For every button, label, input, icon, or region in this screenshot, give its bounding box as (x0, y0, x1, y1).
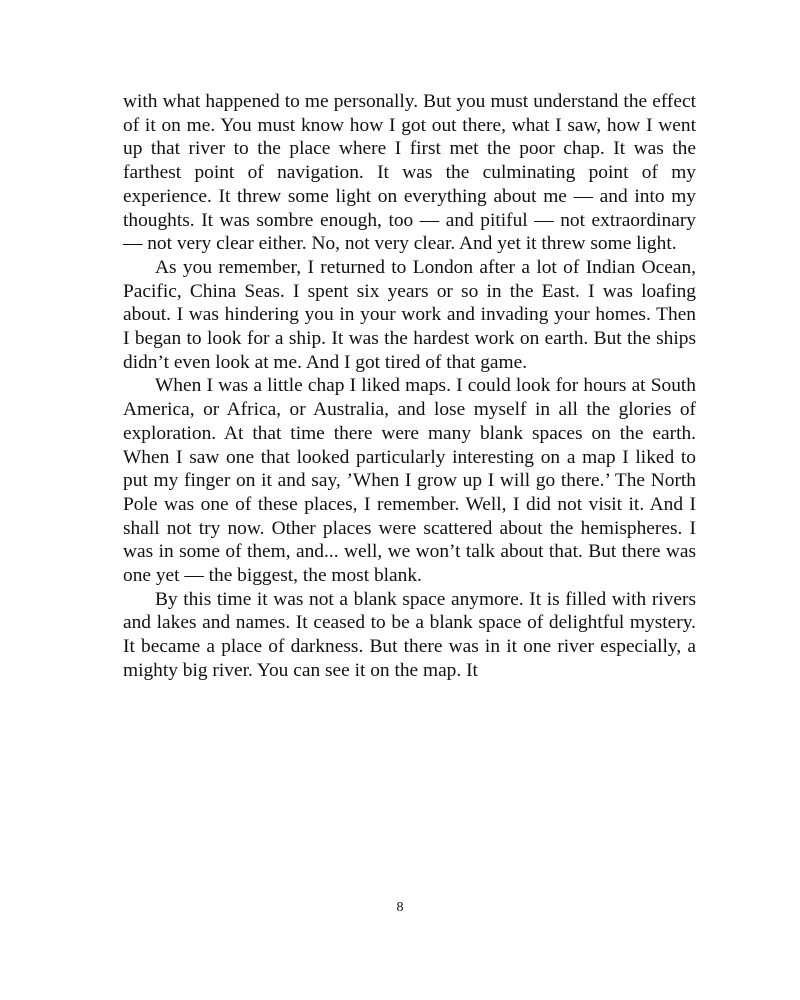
paragraph-4: By this time it was not a blank space anymore. It is filled with rivers and lakes and names. It ceased to be a blank space of delightful mystery. It became a place of darkness. But there was in it one river especially, a mighty big river. You can see it on the map. It (123, 588, 696, 681)
paragraph-3: When I was a little chap I liked maps. I could look for hours at South America, or Africa, or Australia, and lose myself in all the glories of exploration. At that time there were many blank spaces on the earth. When I saw one that looked particularly interesting on a map I liked to put my finger on it and say, ’When I grow up I will go there.’ The North Pole was one of these places, I remember. Well, I did not visit it. And I shall not try now. Other places were scattered about the hemispheres. I was in some of them, and... well, we won’t talk about that. But there was one yet — the biggest, the most blank. (123, 375, 696, 587)
body-text (123, 90, 696, 683)
paragraph-1: with what happened to me personally. But you must understand the effect of it on me. You must know how I got out there, what I saw, how I went up that river to the place where I first met the poor chap. It was the farthest point of navigation. It was the culminating point of my experience. It threw some light on everything about me — and into my thoughts. It was sombre enough, too — and pitiful — not extraordinary — not very clear either. No, not very clear. And yet it threw some light. (123, 91, 696, 255)
paragraph-2: As you remember, I returned to London after a lot of Indian Ocean, Pacific, China Seas. I spent six years or so in the East. I was loafing about. I was hindering you in your work and invading your homes. Then I began to look for a ship. It was the hardest work on earth. But the ships didn’t even look at me. And I got tired of that game. (123, 256, 696, 373)
page-number: 8 (396, 900, 404, 915)
